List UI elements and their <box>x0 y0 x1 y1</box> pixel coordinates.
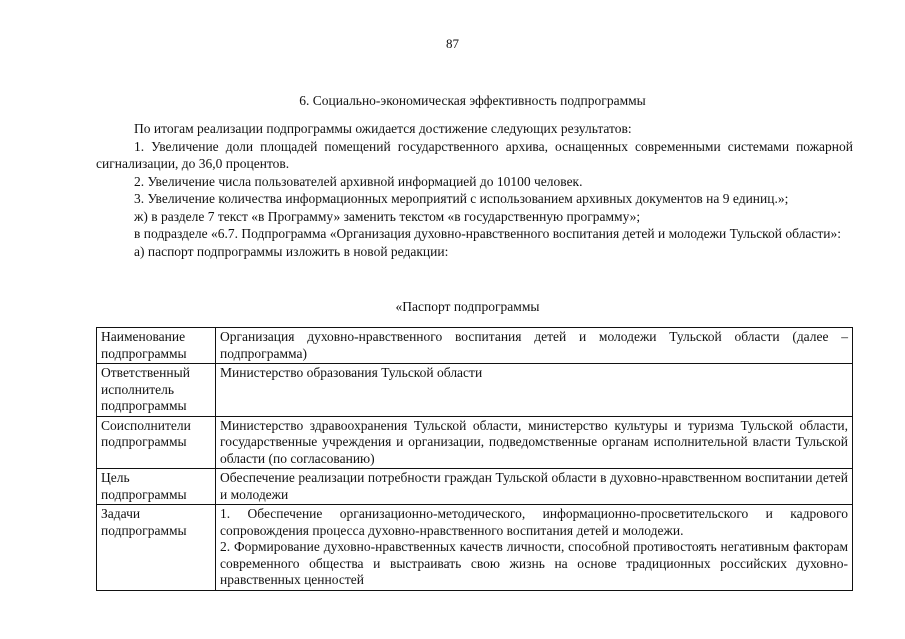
paragraph: 3. Увеличение количества информационных мероприятий с использованием архивных документов на 9 единиц.»; <box>134 191 789 206</box>
row-value <box>216 505 853 591</box>
row-value-text: Министерство образования Тульской области <box>220 365 483 380</box>
row-value <box>216 416 853 469</box>
row-value <box>216 328 853 364</box>
row-value-text: Организация духовно-нравственного воспитания детей и молодежи Тульской области (далее – подпрограмма) <box>220 329 848 361</box>
paragraph: По итогам реализации подпрограммы ожидается достижение следующих результатов: <box>134 121 632 136</box>
page-number: 87 <box>446 36 459 51</box>
row-value-text: Министерство здравоохранения Тульской области, министерство культуры и туризма Тульской области, государственные учреждения и организации, подведомственные органам исполнительной власти Тульской области (по согласованию) <box>220 417 848 466</box>
row-label: Наименование подпрограммы <box>97 328 216 364</box>
row-label: Задачи подпрограммы <box>97 505 216 591</box>
table-row <box>97 505 853 591</box>
paragraph: ж) в разделе 7 текст «в Программу» заменить текстом «в государственную программу»; <box>134 208 641 224</box>
document-body <box>96 120 853 260</box>
passport-table <box>96 327 853 591</box>
row-value-text: 1. Обеспечение организационно-методического, информационно-просветительского и кадрового сопровождения процесса духовно-нравственного воспитания детей и молодежи. <box>220 506 848 538</box>
table-row <box>97 328 853 364</box>
row-label: Соисполнители подпрограммы <box>97 416 216 469</box>
passport-title: «Паспорт подпрограммы <box>395 299 540 314</box>
row-label: Ответственный исполнитель подпрограммы <box>97 364 216 417</box>
paragraph: 2. Увеличение числа пользователей архивной информацией до 10100 человек. <box>134 173 583 189</box>
table-row <box>97 364 853 417</box>
paragraph: в подразделе «6.7. Подпрограмма «Организация духовно-нравственного воспитания детей и молодежи Тульской области»: <box>134 226 842 241</box>
row-value-text: 2. Формирование духовно-нравственных качеств личности, способной противостоять негативным факторам современного общества и выстраивать свою жизнь на основе традиционных российских духовно-нравственных ценностей <box>220 539 848 587</box>
table-row <box>97 469 853 505</box>
row-value <box>216 364 853 417</box>
table-row <box>97 416 853 469</box>
section-title: 6. Социально-экономическая эффективность подпрограммы <box>299 93 646 108</box>
paragraph: 1. Увеличение доли площадей помещений государственного архива, оснащенных современными системами пожарной сигнализации, до 36,0 процентов. <box>96 138 853 171</box>
paragraph: а) паспорт подпрограммы изложить в новой редакции: <box>134 243 449 259</box>
row-label: Цель подпрограммы <box>97 469 216 505</box>
row-value <box>216 469 853 505</box>
row-value-text: Обеспечение реализации потребности граждан Тульской области в духовно-нравственном воспитании детей и молодежи <box>220 470 848 502</box>
